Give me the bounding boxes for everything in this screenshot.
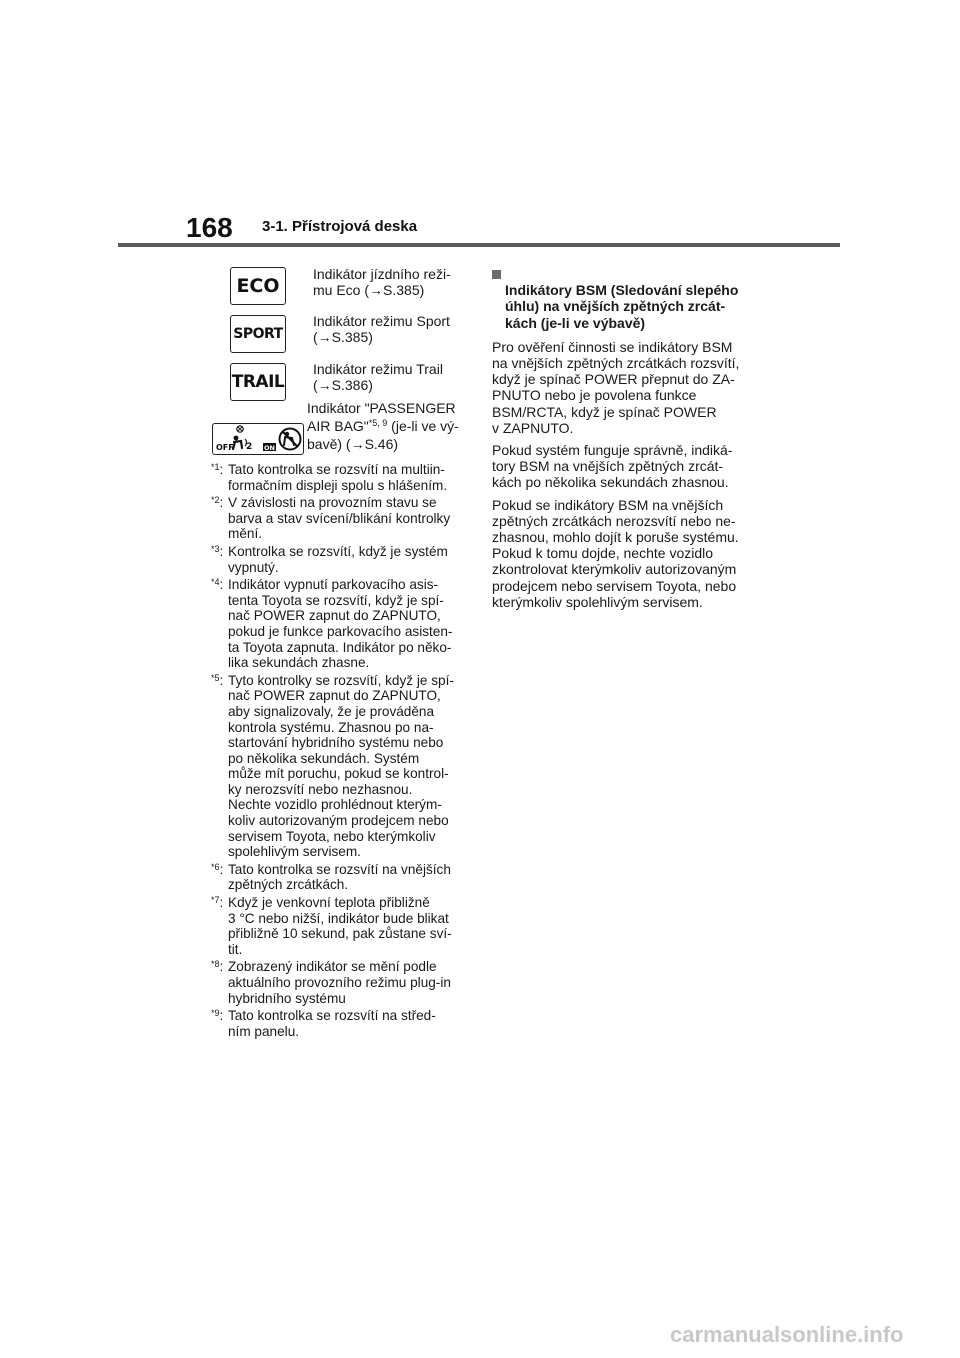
airbag-icon-graphic	[213, 424, 303, 454]
sport-mode-icon: SPORT	[230, 315, 286, 353]
bsm-heading-text: Indikátory BSM (Sledování slepého úhlu) na vnějších zpětných zrcát- kách (je-li ve výbavě)	[505, 282, 739, 331]
bsm-heading	[492, 266, 754, 331]
footnote	[211, 462, 481, 493]
page-number: 168	[186, 212, 233, 243]
indicator-trail-line2: (→S.386)	[313, 377, 373, 393]
airbag-footnote-ref: *5, 9	[368, 418, 388, 428]
footnotes	[211, 462, 481, 1041]
airbag-off-label: OFF	[216, 443, 234, 452]
footnote-text: Zobrazený indikátor se mění podle aktuálního provozního režimu plug-in hybridního systému	[228, 959, 451, 1006]
footnote-text: Tyto kontrolky se rozsvítí, když je spí- nač POWER zapnut do ZAPNUTO, aby signalizovaly, že je prováděna kontrola systému. Zhasnou po na- startování hybridního systému nebo po několika sekundách. Systém může mít poruchu, pokud se kontrol- ky nerozsvítí nebo nezhasnou. Nechte vozidlo prohlédnout kterým- koliv autorizovaným prodejcem nebo servisem Toyota, nebo kterýmkoliv spolehlivým servisem.	[228, 672, 454, 860]
footnote	[211, 959, 481, 1006]
footnote-text: Tato kontrolka se rozsvítí na vnějších zpětných zrcátkách.	[228, 861, 451, 893]
airbag-line2	[307, 417, 473, 435]
footnote	[211, 544, 481, 575]
indicator-row-eco	[212, 266, 472, 306]
footnote-text: Tato kontrolka se rozsvítí na multiin- formačním displeji spolu s hlášením.	[228, 462, 448, 493]
indicator-sport-line2: (→S.385)	[313, 329, 373, 345]
section-title: 3-1. Přístrojová deska	[262, 218, 418, 235]
airbag-indicator-text	[307, 399, 473, 453]
footnote-mark: $^{*8}$:	[211, 959, 224, 975]
airbag-line3: bavě) (→S.46)	[307, 436, 399, 452]
passenger-airbag-icon	[212, 423, 304, 455]
footnote-mark: $^{*3}$:	[211, 543, 224, 559]
watermark: carmanualsonline.info	[670, 1322, 904, 1347]
bsm-paragraph: Pokud se indikátory BSM na vnějších zpětných zrcátkách nerozsvítí nebo ne- zhasnou, mohlo dojít k poruše systému. Pokud k tomu dojde, nechte vozidlo zkontrolovat kterýmkoliv autorizovaným prodejcem nebo servisem Toyota, nebo kterýmkoliv spolehlivým servisem.	[492, 496, 739, 610]
header-rule	[118, 243, 840, 247]
trail-mode-icon: TRAIL	[230, 363, 286, 401]
svg-text:2: 2	[246, 442, 253, 452]
indicator-eco-line1: Indikátor jízdního reži-	[313, 266, 451, 282]
footnote	[211, 862, 481, 893]
indicator-row-sport	[212, 313, 472, 353]
indicator-eco-text	[313, 266, 451, 298]
bsm-paragraph: Pro ověření činnosti se indikátory BSM na vnějších zpětných zrcátkách rozsvítí, když je spínač POWER přepnut do ZA- PNUTO nebo je povolena funkce BSM/RCTA, když je spínač POWER v ZAPNUTO.	[492, 338, 740, 436]
footnote-mark: $^{*7}$:	[211, 895, 224, 911]
indicator-trail-line1: Indikátor režimu Trail	[313, 361, 443, 377]
footnote-mark: $^{*1}$:	[211, 462, 224, 477]
footnote-mark: $^{*9}$:	[211, 1008, 224, 1024]
indicator-sport-text	[313, 313, 450, 345]
footnote-text: Tato kontrolka se rozsvítí na střed- ním panelu.	[228, 1008, 436, 1039]
bsm-section	[492, 266, 754, 610]
footnote	[211, 1008, 481, 1039]
eco-mode-icon: ECO	[230, 267, 286, 305]
indicator-eco-line2: mu Eco (→S.385)	[313, 282, 425, 298]
indicator-row-airbag	[212, 399, 482, 459]
airbag-line1: Indikátor "PASSENGER	[307, 400, 456, 416]
footnote-text: Když je venkovní teplota přibližně 3 °C nebo nižší, indikátor bude blikat přibližně 10 sekund, pak zůstane sví- tit.	[228, 895, 452, 957]
indicator-trail-text	[313, 361, 443, 393]
section-square-icon	[492, 270, 501, 279]
footnote-mark: $^{*6}$:	[211, 861, 224, 877]
footnote-mark: $^{*4}$:	[211, 577, 224, 593]
footnote-text: V závislosti na provozním stavu se barva a stav svícení/blikání kontrolky mění.	[228, 495, 451, 542]
footnote	[211, 895, 481, 957]
footnote-mark: $^{*2}$:	[211, 495, 224, 511]
footnote-mark: $^{*5}$:	[211, 672, 224, 688]
footnote	[211, 495, 481, 542]
footnote-text: Indikátor vypnutí parkovacího asis- tenta Toyota se rozsvítí, když je spí- nač POWER zapnut do ZAPNUTO, pokud je funkce parkovacího asisten- ta Toyota zapnuta. Indikátor po něko- lika sekundách zhasne.	[228, 577, 453, 671]
airbag-on-label: ON	[264, 444, 275, 452]
footnote	[211, 577, 481, 671]
footnote	[211, 673, 481, 860]
indicator-row-trail	[212, 361, 472, 401]
airbag-line2-b: (je-li ve vý-	[387, 418, 459, 434]
footnote-text: Kontrolka se rozsvítí, když je systém vypnutý.	[228, 543, 448, 575]
airbag-line2-a: AIR BAG"	[307, 418, 369, 434]
indicator-sport-line1: Indikátor režimu Sport	[313, 313, 450, 329]
bsm-paragraph: Pokud systém funguje správně, indiká- tory BSM na vnějších zpětných zrcát- kách po několika sekundách zhasnou.	[492, 442, 733, 491]
